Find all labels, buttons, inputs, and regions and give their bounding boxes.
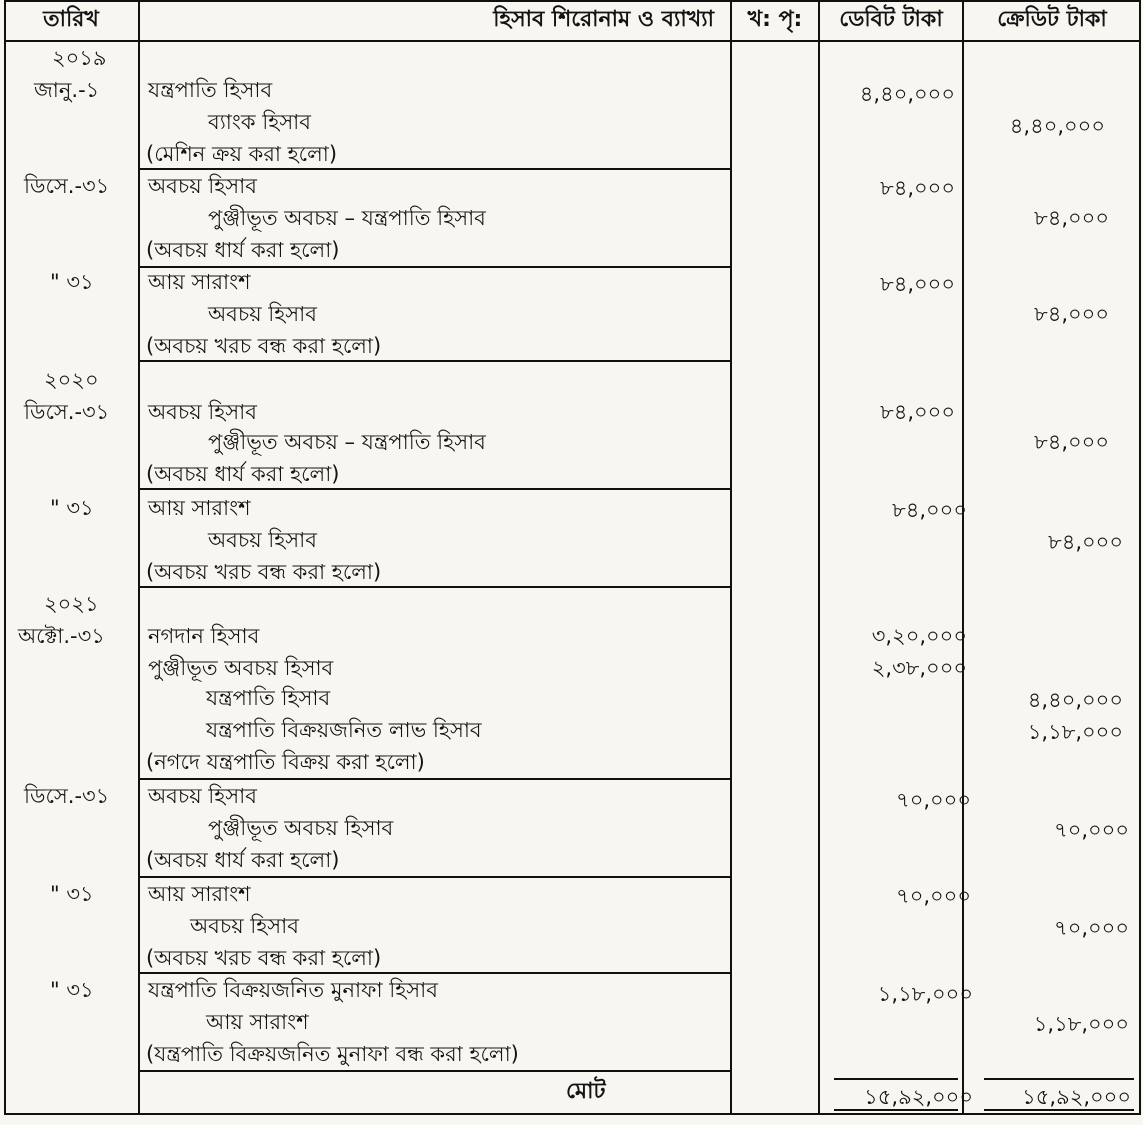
credit-amount: ১,১৮,০০০ bbox=[1027, 720, 1123, 744]
debit-account: পুঞ্জীভূত অবচয় হিসাব bbox=[148, 656, 334, 680]
credit-amount: ৮৪,০০০ bbox=[1034, 302, 1109, 326]
entry-separator bbox=[138, 1070, 732, 1072]
entry-separator bbox=[138, 586, 732, 588]
credit-account: যন্ত্রপাতি বিক্রয়জনিত লাভ হিসাব bbox=[206, 718, 482, 742]
narration: (অবচয় খরচ বন্ধ করা হলো) bbox=[146, 560, 382, 584]
entry-year: ২০১৯ bbox=[52, 46, 107, 70]
credit-account: পুঞ্জীভূত অবচয় – যন্ত্রপাতি হিসাব bbox=[208, 206, 486, 230]
credit-amount: ৮৪,০০০ bbox=[1034, 206, 1109, 230]
entry-separator bbox=[138, 972, 732, 974]
entry-separator bbox=[138, 488, 732, 490]
entry-date: অক্টো.-৩১ bbox=[18, 624, 105, 648]
narration: (নগদে যন্ত্রপাতি বিক্রয় করা হলো) bbox=[146, 750, 425, 774]
table-border-left bbox=[4, 0, 6, 1115]
credit-total: ১৫,৯২,০০০ bbox=[1022, 1085, 1131, 1109]
narration: (যন্ত্রপাতি বিক্রয়জনিত মুনাফা বন্ধ করা হলো) bbox=[146, 1042, 519, 1066]
column-divider-debit bbox=[962, 0, 964, 1115]
debit-amount: ৮৪,০০০ bbox=[880, 272, 955, 296]
entry-date: জানু.-১ bbox=[34, 78, 100, 102]
entry-separator bbox=[138, 876, 732, 878]
narration: (অবচয় ধার্য করা হলো) bbox=[146, 462, 340, 486]
debit-amount: ১,১৮,০০০ bbox=[877, 982, 973, 1006]
debit-amount: ৭০,০০০ bbox=[896, 884, 971, 908]
entry-date: " ৩১ bbox=[50, 978, 94, 1002]
debit-account: যন্ত্রপাতি বিক্রয়জনিত মুনাফা হিসাব bbox=[148, 978, 438, 1002]
credit-account: পুঞ্জীভূত অবচয় – যন্ত্রপাতি হিসাব bbox=[208, 430, 486, 454]
header-credit: ক্রেডিট টাকা bbox=[964, 0, 1140, 42]
credit-amount: ৭০,০০০ bbox=[1054, 916, 1129, 940]
header-date: তারিখ bbox=[4, 0, 138, 42]
entry-date: ডিসে.-৩১ bbox=[24, 174, 110, 198]
debit-account: আয় সারাংশ bbox=[148, 270, 251, 294]
debit-account: অবচয় হিসাব bbox=[148, 784, 257, 808]
debit-amount: ৮৪,০০০ bbox=[892, 498, 967, 522]
credit-amount: ১,১৮,০০০ bbox=[1033, 1012, 1129, 1036]
debit-total-double-rule bbox=[834, 1109, 958, 1111]
entry-date: ডিসে.-৩১ bbox=[24, 784, 110, 808]
credit-account: পুঞ্জীভূত অবচয় হিসাব bbox=[208, 816, 394, 840]
entry-separator bbox=[138, 168, 732, 170]
entry-year: ২০২১ bbox=[44, 592, 99, 616]
debit-total: ১৫,৯২,০০০ bbox=[864, 1085, 973, 1109]
entry-date: " ৩১ bbox=[50, 496, 94, 520]
entry-separator bbox=[138, 360, 732, 362]
debit-account: নগদান হিসাব bbox=[148, 624, 260, 648]
debit-account: অবচয় হিসাব bbox=[148, 174, 257, 198]
credit-account: আয় সারাংশ bbox=[206, 1010, 309, 1034]
entry-date: " ৩১ bbox=[50, 270, 94, 294]
credit-account: অবচয় হিসাব bbox=[208, 302, 317, 326]
credit-total-double-rule bbox=[984, 1109, 1134, 1111]
credit-amount: ৮৪,০০০ bbox=[1048, 530, 1123, 554]
credit-account: অবচয় হিসাব bbox=[208, 528, 317, 552]
column-divider-folio bbox=[818, 0, 820, 1115]
debit-account: আয় সারাংশ bbox=[148, 496, 251, 520]
credit-amount: ৪,৪০,০০০ bbox=[1027, 688, 1123, 712]
credit-amount: ৮৪,০০০ bbox=[1034, 430, 1109, 454]
header-debit: ডেবিট টাকা bbox=[820, 0, 962, 42]
narration: (মেশিন ক্রয় করা হলো) bbox=[146, 142, 338, 166]
entry-date: ডিসে.-৩১ bbox=[24, 400, 110, 424]
credit-account: যন্ত্রপাতি হিসাব bbox=[206, 686, 331, 710]
debit-account: যন্ত্রপাতি হিসাব bbox=[148, 78, 273, 102]
entry-separator bbox=[138, 778, 732, 780]
debit-amount: ২,৩৮,০০০ bbox=[871, 656, 967, 680]
credit-account: অবচয় হিসাব bbox=[190, 914, 299, 938]
debit-account: আয় সারাংশ bbox=[148, 882, 251, 906]
debit-amount: ৮৪,০০০ bbox=[880, 176, 955, 200]
header-ledger-folio: খ: পৃ: bbox=[732, 0, 818, 42]
debit-amount: ৭০,০০০ bbox=[896, 788, 971, 812]
narration: (অবচয় ধার্য করা হলো) bbox=[146, 238, 340, 262]
header-particulars: হিসাব শিরোনাম ও ব্যাখ্যা bbox=[140, 0, 730, 42]
entry-year: ২০২০ bbox=[44, 368, 99, 392]
narration: (অবচয় খরচ বন্ধ করা হলো) bbox=[146, 334, 382, 358]
debit-total-rule bbox=[834, 1078, 958, 1080]
narration: (অবচয় খরচ বন্ধ করা হলো) bbox=[146, 946, 382, 970]
debit-amount: ৩,২০,০০০ bbox=[871, 624, 967, 648]
narration: (অবচয় ধার্য করা হলো) bbox=[146, 848, 340, 872]
table-border-bottom bbox=[4, 1113, 1141, 1115]
credit-amount: ৭০,০০০ bbox=[1054, 818, 1129, 842]
debit-amount: ৮৪,০০০ bbox=[880, 400, 955, 424]
table-border-right bbox=[1139, 0, 1141, 1115]
credit-account: ব্যাংক হিসাব bbox=[208, 110, 311, 134]
entry-date: " ৩১ bbox=[50, 882, 94, 906]
debit-account: অবচয় হিসাব bbox=[148, 400, 257, 424]
table-border-top bbox=[4, 0, 1141, 2]
credit-amount: ৪,৪০,০০০ bbox=[1009, 114, 1105, 138]
credit-total-rule bbox=[984, 1078, 1134, 1080]
total-label: মোট bbox=[566, 1079, 606, 1104]
debit-amount: ৪,৪০,০০০ bbox=[859, 82, 955, 106]
